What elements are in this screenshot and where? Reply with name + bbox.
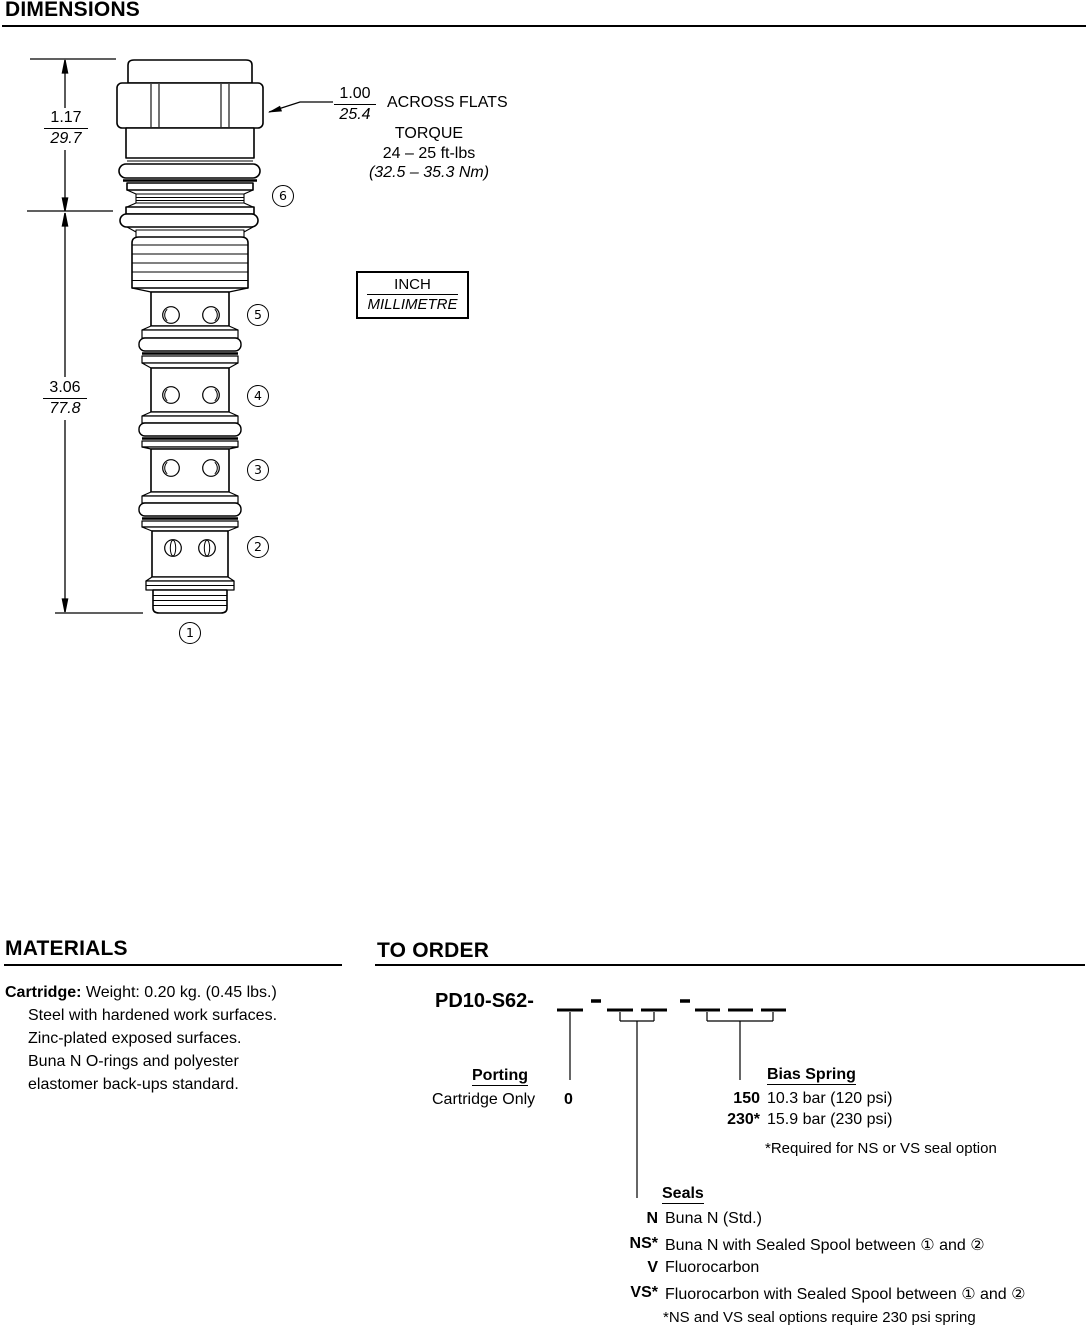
port-callout-4: 4 — [247, 385, 269, 407]
dim-inch: 1.17 — [44, 109, 88, 129]
bias-option-desc: 15.9 bar (230 psi) — [767, 1111, 893, 1128]
materials-term: Cartridge: — [5, 984, 82, 1001]
dim-inch: 3.06 — [43, 379, 87, 399]
materials-heading: MATERIALS — [5, 937, 128, 960]
model-code: PD10-S62- — [435, 990, 534, 1012]
seals-connector — [620, 1012, 654, 1198]
materials-intro: Weight: 0.20 kg. (0.45 lbs.) — [85, 984, 277, 1001]
torque-metric: (32.5 – 35.3 Nm) — [368, 164, 490, 181]
port-callout-3: 3 — [247, 459, 269, 481]
materials-line-2: Steel with hardened work surfaces. — [28, 1007, 278, 1024]
seal-option-desc: Fluorocarbon — [665, 1259, 760, 1276]
bias-option-code: 150 — [733, 1090, 760, 1107]
across-flats-label: ACROSS FLATS — [387, 94, 508, 111]
dim-head-height — [44, 109, 88, 148]
port-callout-5: 5 — [247, 304, 269, 326]
arrowhead — [62, 599, 67, 612]
dim-mm: 25.4 — [339, 106, 371, 123]
bias-option-desc: 10.3 bar (120 psi) — [767, 1090, 893, 1107]
dim-mm: 77.8 — [49, 400, 81, 417]
materials-line-4: Buna N O-rings and polyester — [28, 1053, 239, 1070]
arrowhead — [268, 106, 282, 113]
seal-option-desc: Buna N (Std.) — [665, 1210, 762, 1227]
bias-connector — [707, 1012, 773, 1080]
materials-rule — [4, 964, 342, 966]
to-order-rule — [375, 964, 1085, 966]
materials-line-3: Zinc-plated exposed surfaces. — [28, 1030, 242, 1047]
across-flats-leader — [268, 102, 333, 113]
seals-footnote: *NS and VS seal options require 230 psi spring — [663, 1309, 976, 1326]
torque-note — [345, 124, 513, 183]
port-callout-6: 6 — [272, 185, 294, 207]
porting-option-label: Cartridge Only — [432, 1091, 536, 1108]
seal-option-desc: Fluorocarbon with Sealed Spool between ① and ② — [665, 1286, 1026, 1303]
seal-option-desc: Buna N with Sealed Spool between ① and ② — [665, 1237, 985, 1254]
valve-body — [117, 60, 263, 613]
port-callout-2: 2 — [247, 536, 269, 558]
torque-imperial: 24 – 25 ft-lbs — [382, 144, 476, 162]
arrowhead — [62, 60, 67, 73]
porting-option-code: 0 — [564, 1091, 573, 1108]
units-mm: MILLIMETRE — [367, 296, 458, 313]
order-code-connectors — [540, 993, 800, 1205]
arrowhead — [62, 213, 67, 226]
cartridge-valve-drawing — [0, 0, 340, 670]
seal-option-code: NS* — [629, 1235, 658, 1252]
arrowhead — [62, 198, 67, 211]
to-order-heading: TO ORDER — [377, 939, 490, 962]
seal-option-code: VS* — [630, 1284, 658, 1301]
seal-option-code: V — [647, 1259, 658, 1276]
materials-line-5: elastomer back-ups standard. — [28, 1076, 239, 1093]
seals-heading: Seals — [662, 1185, 704, 1202]
porting-heading: Porting — [472, 1067, 528, 1084]
materials-text — [5, 981, 335, 1096]
dim-inch: 1.00 — [334, 85, 376, 105]
dimensions-heading: DIMENSIONS — [5, 0, 141, 21]
units-legend-box — [356, 271, 469, 319]
torque-label: TORQUE — [394, 125, 464, 142]
dim-across-flats — [334, 85, 376, 124]
materials-line-1 — [5, 981, 335, 1004]
bias-footnote: *Required for NS or VS seal option — [765, 1140, 997, 1157]
dim-overall-height — [43, 379, 87, 418]
dim-mm: 29.7 — [50, 130, 82, 147]
bias-spring-heading: Bias Spring — [767, 1066, 856, 1083]
port-callout-1: 1 — [179, 622, 201, 644]
bias-option-code: 230* — [727, 1111, 760, 1128]
units-inch: INCH — [367, 276, 458, 295]
seal-option-code: N — [646, 1210, 658, 1227]
